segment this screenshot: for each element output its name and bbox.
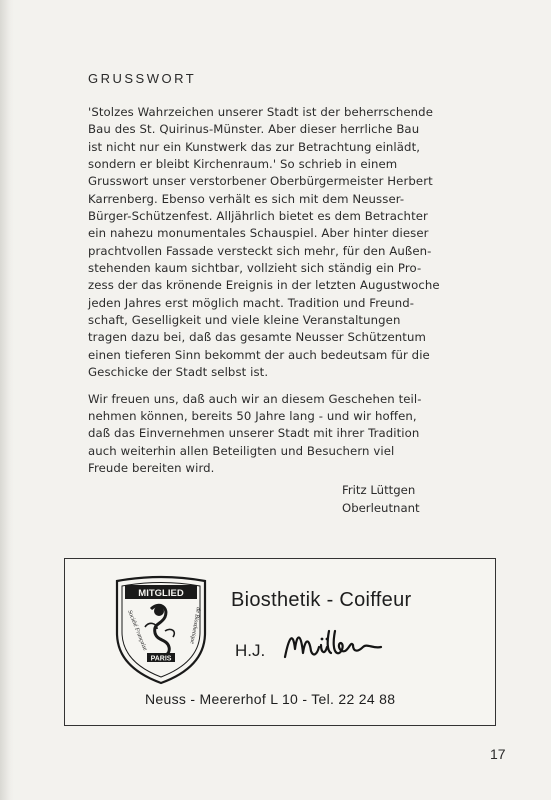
biosthetique-member-badge-icon — [111, 571, 211, 687]
text-line: Grusswort unser verstorbener Oberbürgermeister Herbert — [88, 174, 433, 189]
greeting-text — [88, 104, 528, 477]
business-name: Biosthetik - Coiffeur — [231, 589, 412, 611]
owner-initials: H.J. — [235, 641, 266, 660]
text-line: ist nicht nur ein Kunstwerk das zur Betrachtung einlädt, — [88, 139, 421, 154]
paragraph-spacer — [88, 382, 528, 391]
page-binding-edge — [0, 0, 14, 800]
text-line: auch weiterhin allen Beteiligten und Besuchern viel — [88, 443, 395, 458]
text-line: schaft, Geselligkeit und viele kleine Veranstaltungen — [88, 313, 401, 328]
badge-arc-left-text: Société Française — [126, 609, 148, 652]
signatory-title: Oberleutnant — [342, 500, 420, 515]
text-line: zess der das krönende Ereignis in der letzten Augustwoche — [88, 278, 440, 293]
badge-top-text: MITGLIED — [138, 588, 184, 599]
page-heading: GRUSSWORT — [88, 71, 197, 86]
badge-arc-right-text: de Biosthetique — [188, 606, 201, 645]
text-line: Bürger-Schützenfest. Alljährlich bietet es dem Betrachter — [88, 209, 428, 224]
text-line: stehenden kaum sichtbar, vollzieht sich ständig ein Pro- — [88, 261, 422, 276]
text-line: Freude bereiten wird. — [88, 460, 215, 475]
paragraph-1 — [88, 104, 528, 382]
text-line: Wir freuen uns, daß auch wir an diesem Geschehen teil- — [88, 391, 422, 406]
text-line: sondern er bleibt Kirchenraum.' So schrieb in einem — [88, 157, 398, 172]
text-line: nehmen können, bereits 50 Jahre lang - und wir hoffen, — [88, 408, 417, 423]
owner-signature-icon — [281, 627, 391, 667]
text-line: Geschicke der Stadt selbst ist. — [88, 365, 269, 380]
paragraph-2 — [88, 391, 528, 478]
address-line: Neuss - Meererhof L 10 - Tel. 22 24 88 — [145, 691, 396, 707]
text-line: daß das Einvernehmen unserer Stadt mit ihrer Tradition — [88, 426, 420, 441]
text-line: prachtvollen Fassade versteckt sich mehr, für den Außen- — [88, 243, 432, 258]
signature-block — [342, 482, 420, 517]
text-line: Karrenberg. Ebenso verhält es sich mit dem Neusser- — [88, 191, 405, 206]
text-line: einen tieferen Sinn bekommt der auch bedeutsam für die — [88, 347, 430, 362]
text-line: jeden Jahres erst möglich macht. Tradition und Freund- — [88, 295, 415, 310]
page-number: 17 — [490, 746, 506, 762]
signatory-name: Fritz Lüttgen — [342, 483, 416, 497]
badge-city-text: PARIS — [150, 655, 172, 663]
advertisement-box — [64, 558, 496, 726]
text-line: ein nahezu monumentales Schauspiel. Aber hinter dieser — [88, 226, 429, 241]
text-line: 'Stolzes Wahrzeichen unserer Stadt ist der beherrschende — [88, 105, 433, 119]
text-line: tragen dazu bei, daß das gesamte Neusser Schützentum — [88, 330, 426, 345]
text-line: Bau des St. Quirinus-Münster. Aber dieser herrliche Bau — [88, 122, 420, 137]
